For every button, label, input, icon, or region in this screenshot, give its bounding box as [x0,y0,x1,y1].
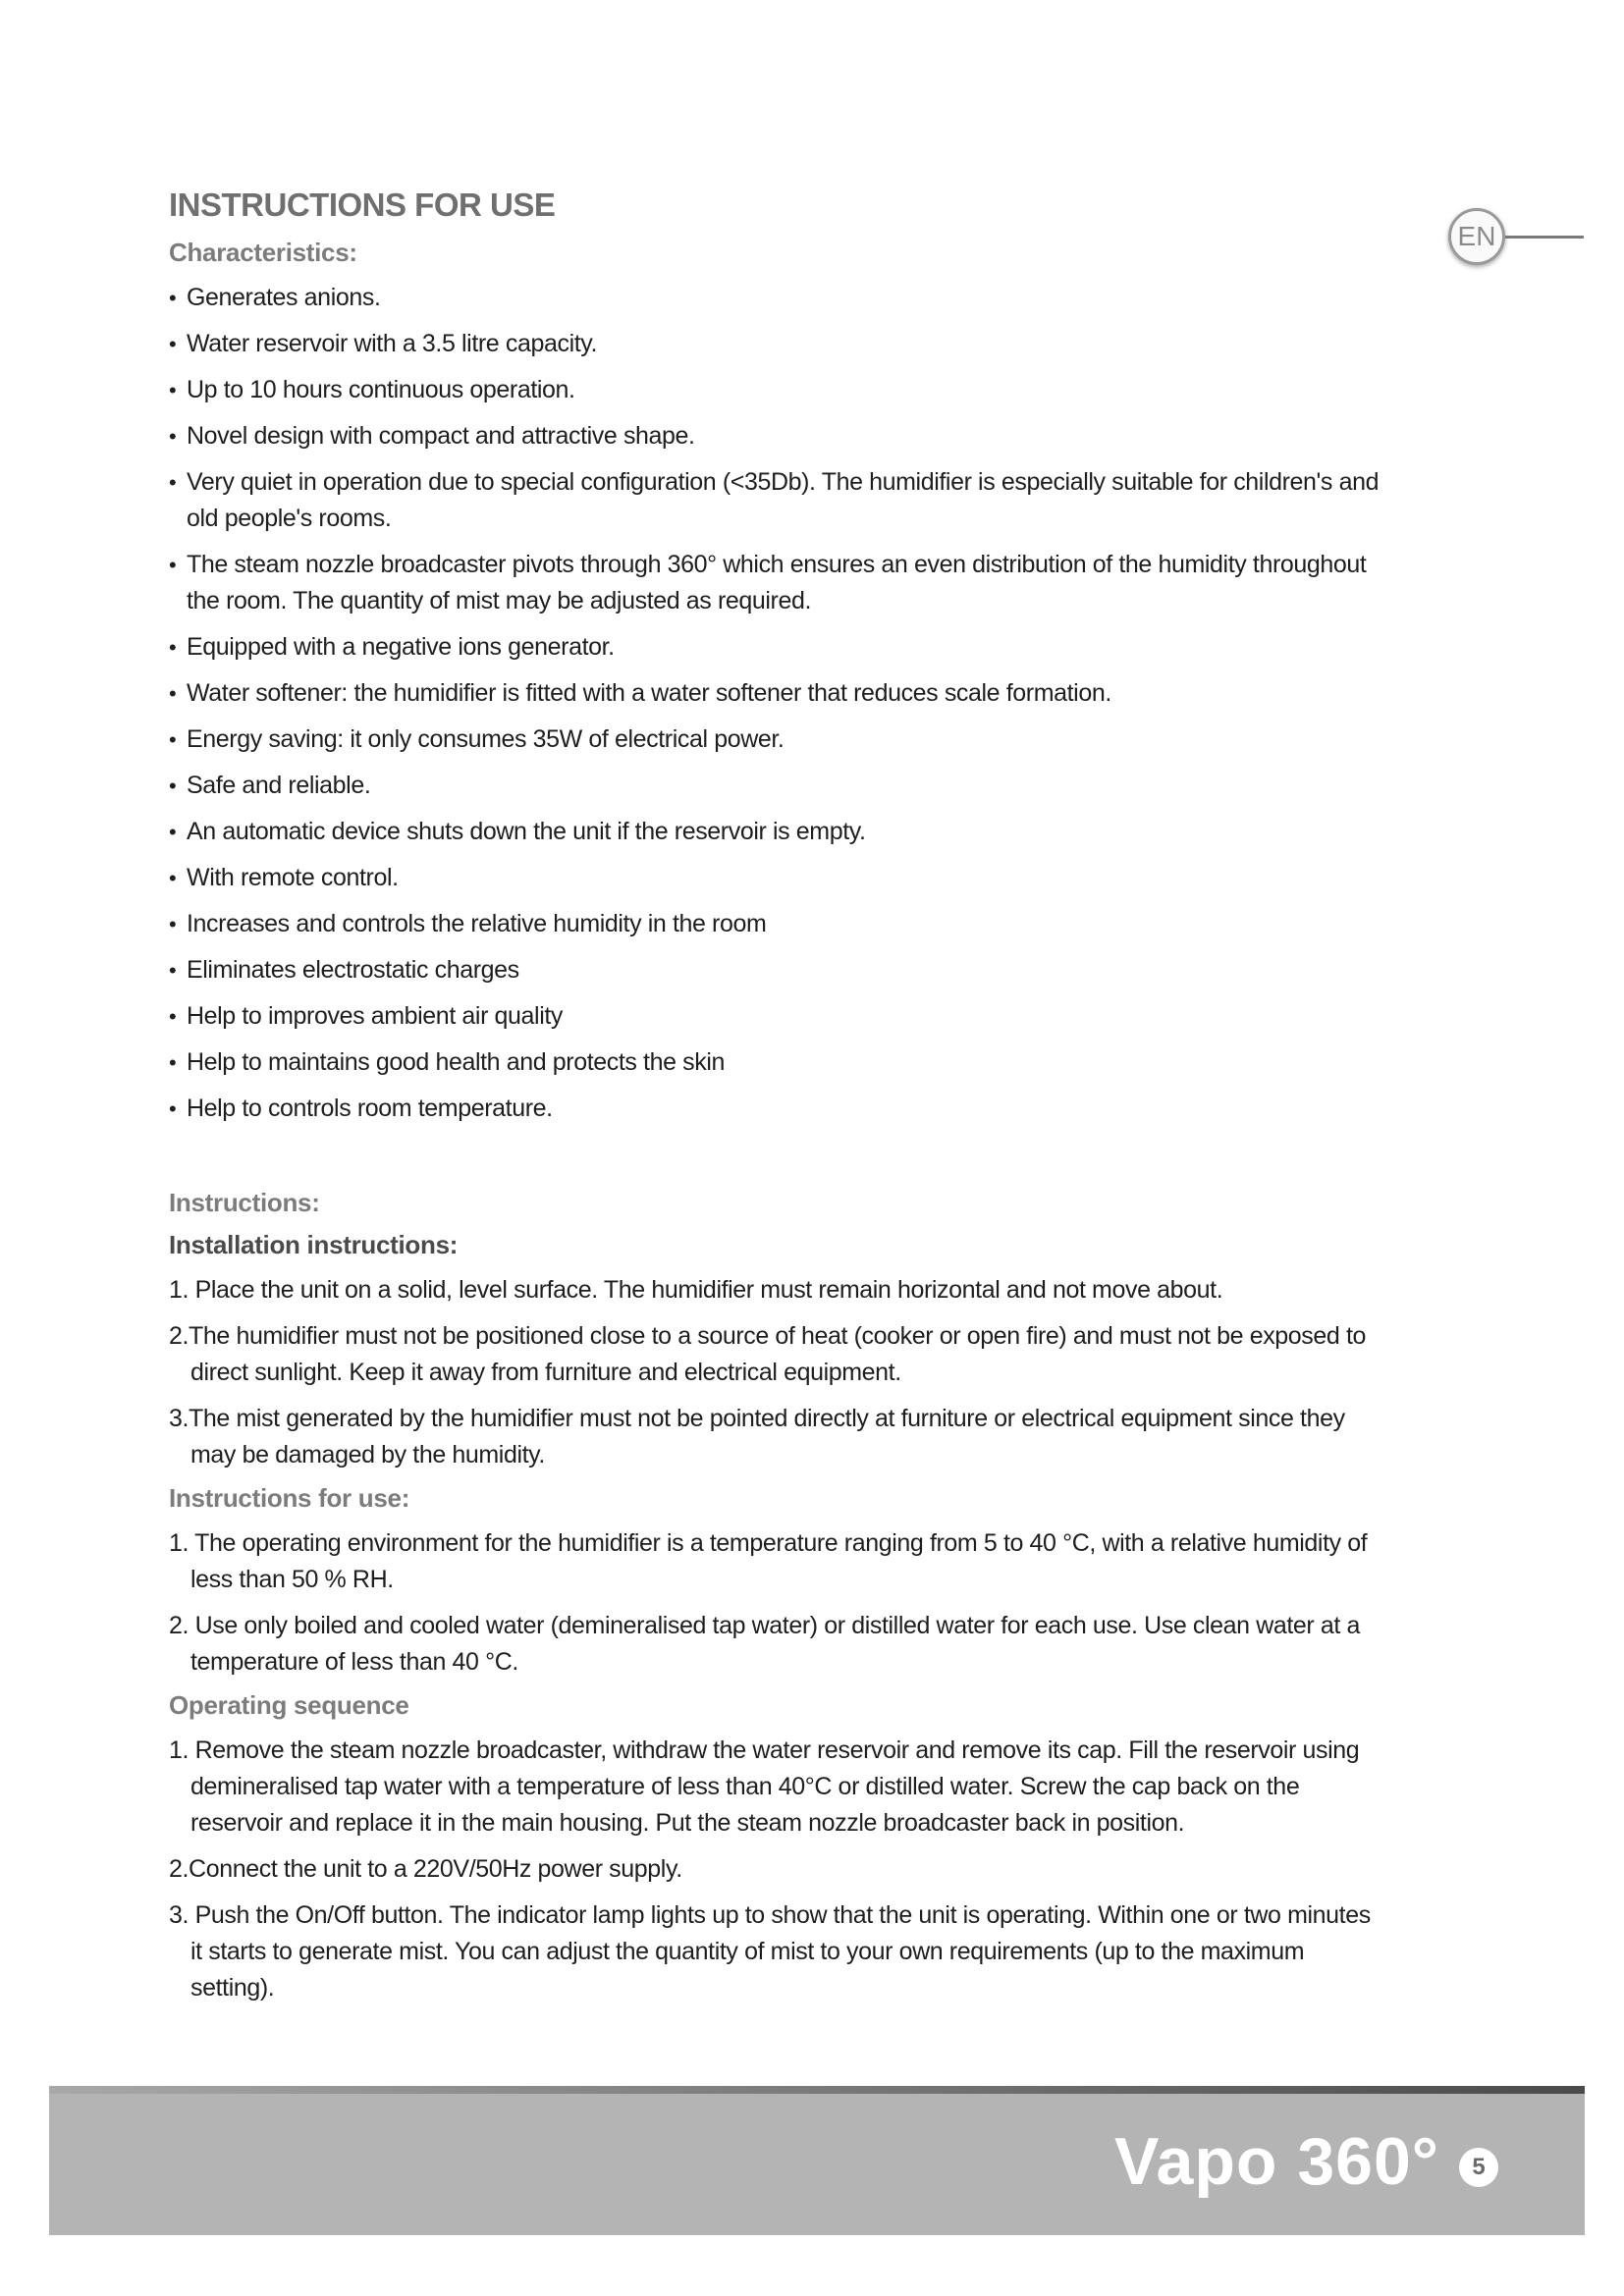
usage-heading: Instructions for use: [169,1483,410,1513]
sequence-heading: Operating sequence [169,1690,409,1720]
product-brand: Vapo 360° [1113,2124,1439,2199]
list-item: • Water softener: the humidifier is fitted with a water softener that reduces scale formation. [169,675,1386,712]
list-item: • Novel design with compact and attractive shape. [169,418,1386,454]
step-item: 2.Connect the unit to a 220V/50Hz power supply. [169,1855,682,1883]
step-item: 2. Use only boiled and cooled water (demineralised tap water) or distilled water for each use. Use clean water at a temperature of less than 40 °C. [169,1612,1360,1676]
installation-heading: Installation instructions: [169,1230,459,1259]
list-item: • Help to controls room temperature. [169,1091,1386,1127]
list-item: • Water reservoir with a 3.5 litre capacity. [169,326,1386,362]
characteristics-list [169,280,1386,1127]
list-item: • Help to maintains good health and protects the skin [169,1044,1386,1081]
list-item: • Help to improves ambient air quality [169,998,1386,1035]
language-badge: EN [1448,208,1505,265]
badge-line-divider [1505,236,1584,239]
step-item: 3. Push the On/Off button. The indicator lamp lights up to show that the unit is operating. Within one or two minutes it starts to generate mist. You can adjust the quantity of mist to your own requirements (up to the maximum setting). [169,1901,1371,2002]
characteristics-heading: Characteristics: [169,238,357,267]
installation-steps [169,1272,1386,1473]
footer-bar [49,2086,1585,2235]
list-item: • An automatic device shuts down the unit if the reservoir is empty. [169,814,1386,850]
usage-steps [169,1525,1386,1681]
step-item: 3.The mist generated by the humidifier must not be pointed directly at furniture or electrical equipment since they may be damaged by the humidity. [169,1405,1345,1468]
list-item: • With remote control. [169,860,1386,896]
step-item: 1. Remove the steam nozzle broadcaster, withdraw the water reservoir and remove its cap. Fill the reservoir using demineralised tap water with a temperature of less than 40°C or distilled water. Screw the cap back on the reservoir and replace it in the main housing. Put the steam nozzle broadcaster back in position. [169,1736,1360,1837]
list-item: • Generates anions. [169,280,1386,316]
list-item: • Up to 10 hours continuous operation. [169,372,1386,408]
instructions-heading: Instructions: [169,1188,320,1217]
page-title: INSTRUCTIONS FOR USE [169,187,556,223]
sequence-steps [169,1733,1386,2006]
list-item: • Equipped with a negative ions generator. [169,629,1386,666]
list-item: • Increases and controls the relative humidity in the room [169,906,1386,942]
list-item: • Energy saving: it only consumes 35W of electrical power. [169,721,1386,758]
step-item: 1. Place the unit on a solid, level surface. The humidifier must remain horizontal and not move about. [169,1276,1223,1304]
step-item: 2.The humidifier must not be positioned close to a source of heat (cooker or open fire) and must not be exposed to direct sunlight. Keep it away from furniture and electrical equipment. [169,1322,1367,1386]
page-number: 5 [1459,2148,1498,2187]
footer-divider [49,2086,1585,2094]
page-content [169,187,1386,2016]
list-item: • Eliminates electrostatic charges [169,952,1386,988]
list-item: • Safe and reliable. [169,768,1386,804]
step-item: 1. The operating environment for the humidifier is a temperature ranging from 5 to 40 °C, with a relative humidity of less than 50 % RH. [169,1529,1368,1593]
list-item: • Very quiet in operation due to special configuration (<35Db). The humidifier is especially suitable for children's and old people's rooms. [169,464,1386,537]
list-item: • The steam nozzle broadcaster pivots through 360° which ensures an even distribution of the humidity throughout the room. The quantity of mist may be adjusted as required. [169,547,1386,619]
